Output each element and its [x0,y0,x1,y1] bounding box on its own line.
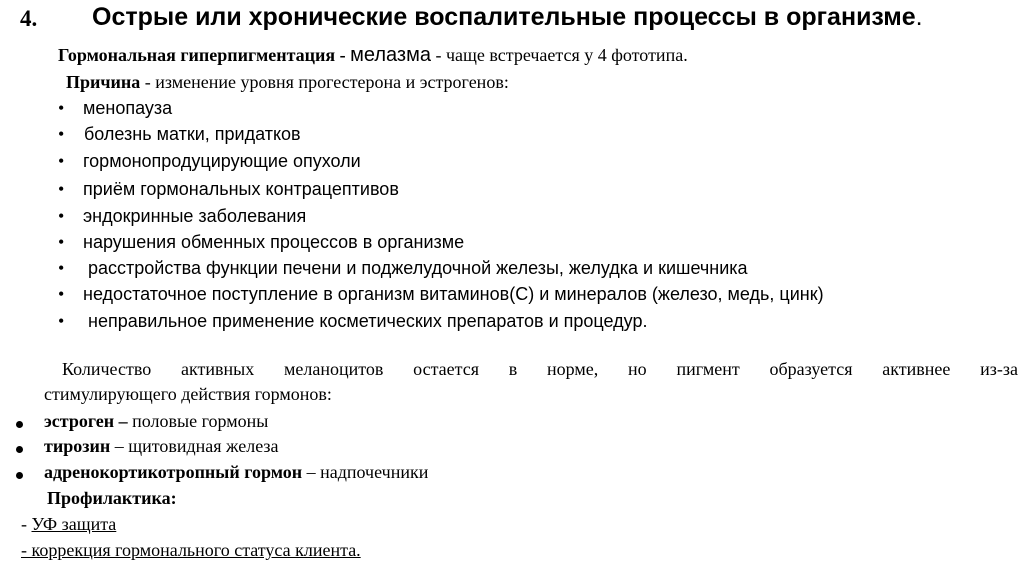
prevention-heading: Профилактика: [47,488,177,508]
bullet-icon: • [58,98,65,118]
paragraph-word: Количество [62,359,152,379]
paragraph-word: остается [413,359,479,379]
paragraph-word: в [508,359,518,379]
paragraph-word: пигмент [676,359,740,379]
hormone-item [44,462,428,483]
cause-item: приём гормональных контрацептивов [83,179,399,199]
bullet-dot-icon [16,446,23,453]
intro-label: Гормональная гиперпигментация - [58,45,351,65]
bullet-icon: • [58,258,65,278]
dash: - [21,514,32,534]
hormone-item [44,411,268,432]
hormone-organ: половые гормоны [127,411,269,431]
hormone-name: адренокортикотропный гормон [44,462,303,482]
hormone-organ: – щитовидная железа [110,436,279,456]
paragraph-line-1 [62,359,1018,380]
bullet-icon: • [58,232,65,252]
page-title [92,3,923,32]
bullet-dot-icon [16,421,23,428]
paragraph-word: меланоцитов [283,359,384,379]
cause-item: менопауза [83,98,173,118]
cause-item: нарушения обменных процессов в организме [83,232,465,252]
section-number: 4. [20,6,38,31]
paragraph-word: норме, [547,359,599,379]
hormone-name: эстроген – [44,411,128,431]
paragraph-word: из-за [980,359,1018,379]
dash: - [21,540,32,560]
hormone-name: тирозин [44,436,111,456]
bullet-icon: • [58,311,65,331]
paragraph-line-2: стимулирующего действия гормонов: [44,384,332,404]
cause-item: недостаточное поступление в организм витаминов(С) и минералов (железо, медь, цинк) [83,284,824,304]
bullet-icon: • [58,151,65,171]
hormone-item [44,436,279,457]
bullet-icon: • [58,206,65,226]
hormone-organ: – надпочечники [302,462,429,482]
cause-item: болезнь матки, придатков [84,124,301,144]
cause-rest: - изменение уровня прогестерона и эстрогенов: [140,72,509,92]
cause-label: Причина [66,72,141,92]
cause-item: неправильное применение косметических препаратов и процедур. [88,311,648,331]
intro-rest: - чаще встречается у 4 фототипа. [430,45,688,65]
bullet-dot-icon [16,472,23,479]
intro-term: мелазма [350,44,431,66]
bullet-icon: • [58,124,65,144]
prevention-item [21,540,361,561]
cause-line [66,72,509,93]
prevention-item-text: УФ защита [31,514,117,534]
page-title-text: Острые или хронические воспалительные процессы в организме [92,3,916,31]
bullet-icon: • [58,179,65,199]
paragraph-word: но [628,359,647,379]
paragraph-word: активнее [882,359,951,379]
cause-item: расстройства функции печени и поджелудочной железы, желудка и кишечника [88,258,748,278]
cause-item: гормонопродуцирующие опухоли [83,151,361,171]
paragraph-word: образуется [769,359,853,379]
paragraph-word: активных [180,359,255,379]
prevention-item [21,514,116,535]
cause-item: эндокринные заболевания [83,206,307,226]
bullet-icon: • [58,284,65,304]
page-title-period: . [915,3,923,31]
prevention-item-text: коррекция гормонального статуса клиента. [31,540,361,560]
intro-line [58,44,688,67]
